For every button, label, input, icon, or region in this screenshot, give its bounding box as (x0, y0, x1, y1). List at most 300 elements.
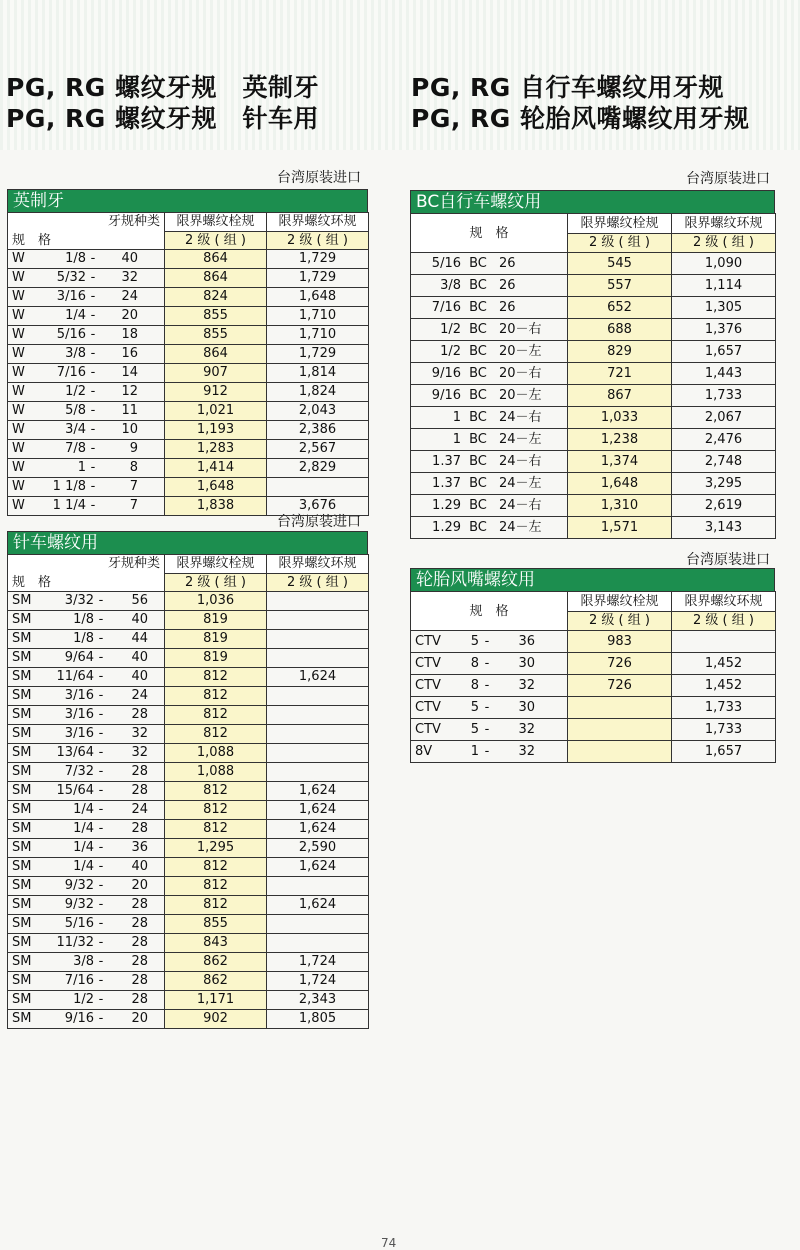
table-row (8, 307, 369, 326)
spec-dash: - (90, 365, 96, 380)
spec-cell (411, 631, 568, 653)
header-ring: 限界螺纹环规 (672, 214, 776, 234)
spec-pitch: 28 (131, 821, 148, 836)
plug-price-cell: 1,033 (568, 407, 672, 429)
spec-prefix: SM (12, 707, 32, 722)
spec-prefix: W (12, 422, 25, 437)
header-grade: 2 级 ( 组 ) (568, 611, 672, 631)
spec-cell (411, 429, 568, 451)
imperial-table (7, 189, 368, 516)
table-row (8, 1010, 369, 1029)
ring-price-cell (267, 934, 369, 953)
spec-prefix: CTV (415, 656, 441, 671)
ring-price-cell: 2,829 (267, 459, 369, 478)
plug-price-cell: 983 (568, 631, 672, 653)
table-row (8, 611, 369, 630)
spec-dash: - (98, 631, 104, 646)
spec-prefix: W (12, 327, 25, 342)
plug-price-cell: 812 (165, 725, 267, 744)
table-row (8, 801, 369, 820)
plug-price-cell: 1,193 (165, 421, 267, 440)
plug-price-cell: 1,238 (568, 429, 672, 451)
table-row (411, 495, 776, 517)
spec-prefix: CTV (415, 700, 441, 715)
plug-price-cell: 726 (568, 675, 672, 697)
spec-series: BC (469, 366, 487, 381)
plug-price-cell: 1,648 (165, 478, 267, 497)
table-row (8, 364, 369, 383)
spec-dash: - (90, 289, 96, 304)
header-grade: 2 级 ( 组 ) (165, 573, 267, 592)
spec-cell (411, 253, 568, 275)
ring-price-cell: 1,376 (672, 319, 776, 341)
ring-price-cell: 2,343 (267, 991, 369, 1010)
spec-cell (411, 517, 568, 539)
plug-price-cell: 855 (165, 326, 267, 345)
ring-price-cell: 1,814 (267, 364, 369, 383)
spec-pitch: 24 (131, 802, 148, 817)
table-row (411, 385, 776, 407)
ring-price-cell (267, 478, 369, 497)
table-row (8, 383, 369, 402)
spec-size: 5/16 (56, 327, 86, 342)
plug-price-cell: 812 (165, 706, 267, 725)
spec-cell (8, 592, 165, 611)
table-row (8, 459, 369, 478)
spec-cell (8, 953, 165, 972)
spec-pitch: 32 (131, 745, 148, 760)
plug-price-cell: 812 (165, 896, 267, 915)
spec-size: 3/16 (64, 688, 94, 703)
spec-cell (8, 858, 165, 877)
ring-price-cell: 1,443 (672, 363, 776, 385)
spec-dash: - (98, 669, 104, 684)
ring-price-cell: 3,676 (267, 497, 369, 516)
ring-price-cell: 1,733 (672, 697, 776, 719)
plug-price-cell (568, 719, 672, 741)
spec-size: 8 (470, 678, 479, 693)
spec-prefix: SM (12, 612, 32, 627)
spec-prefix: SM (12, 859, 32, 874)
spec-size: 5/8 (65, 403, 86, 418)
spec-size: 5 (470, 700, 479, 715)
table-row (8, 592, 369, 611)
spec-pitch: 26 (499, 278, 516, 293)
ring-price-cell: 2,043 (267, 402, 369, 421)
spec-prefix: SM (12, 954, 32, 969)
table-row (8, 991, 369, 1010)
spec-series: BC (469, 344, 487, 359)
ring-price-cell: 1,710 (267, 307, 369, 326)
spec-pitch: 11 (121, 403, 138, 418)
spec-pitch: 7 (129, 498, 138, 513)
table-row (8, 478, 369, 497)
header-spec-cell: 规 格 (411, 592, 568, 631)
spec-dash: - (98, 935, 104, 950)
plug-price-cell: 652 (568, 297, 672, 319)
plug-price-cell (568, 741, 672, 763)
spec-pitch: 40 (131, 650, 148, 665)
page-heading-right-1: PG, RG 自行车螺纹用牙规 (411, 73, 725, 102)
spec-dash: - (98, 802, 104, 817)
ring-price-cell: 1,624 (267, 668, 369, 687)
spec-dash: - (484, 656, 490, 671)
plug-price-cell: 907 (165, 364, 267, 383)
plug-price-cell: 1,088 (165, 744, 267, 763)
spec-pitch: 56 (131, 593, 148, 608)
spec-pitch: 32 (518, 722, 535, 737)
ring-price-cell: 2,386 (267, 421, 369, 440)
spec-size: 9/64 (64, 650, 94, 665)
spec-pitch: 28 (131, 707, 148, 722)
table-row (8, 649, 369, 668)
spec-prefix: W (12, 365, 25, 380)
header-plug: 限界螺纹栓规 (165, 555, 267, 574)
spec-prefix: SM (12, 631, 32, 646)
table-row (8, 440, 369, 459)
spec-pitch: 32 (518, 744, 535, 759)
ring-price-cell: 1,657 (672, 341, 776, 363)
table-row (411, 719, 776, 741)
spec-size: 7/16 (64, 973, 94, 988)
header-grade: 2 级 ( 组 ) (568, 233, 672, 253)
spec-dash: - (90, 422, 96, 437)
table-row (8, 497, 369, 516)
spec-pitch: 16 (121, 346, 138, 361)
spec-dash: - (90, 346, 96, 361)
spec-prefix: W (12, 498, 25, 513)
ring-price-cell: 1,452 (672, 653, 776, 675)
table-row (411, 275, 776, 297)
spec-dash: - (90, 403, 96, 418)
ring-price-cell: 1,624 (267, 782, 369, 801)
spec-size: 5 (470, 722, 479, 737)
plug-price-cell: 902 (165, 1010, 267, 1029)
spec-cell (8, 991, 165, 1010)
spec-series: BC (469, 520, 487, 535)
ring-price-cell: 2,476 (672, 429, 776, 451)
spec-cell (411, 319, 568, 341)
spec-cell (411, 495, 568, 517)
plug-price-cell: 819 (165, 630, 267, 649)
spec-size: 1/2 (73, 992, 94, 1007)
spec-pitch: 30 (518, 700, 535, 715)
ring-price-cell (267, 744, 369, 763)
spec-dash: - (484, 722, 490, 737)
spec-dash: - (98, 954, 104, 969)
spec-cell (411, 297, 568, 319)
spec-prefix: SM (12, 593, 32, 608)
spec-prefix: SM (12, 1011, 32, 1026)
ring-price-cell: 1,305 (672, 297, 776, 319)
ring-price-cell: 3,143 (672, 517, 776, 539)
spec-dash: - (90, 308, 96, 323)
spec-prefix: W (12, 289, 25, 304)
header-spec-label: 规 格 (12, 575, 52, 590)
spec-series: BC (469, 432, 487, 447)
spec-pitch: 40 (131, 612, 148, 627)
table-row (8, 630, 369, 649)
table-row (8, 725, 369, 744)
spec-size: 1 1/8 (52, 479, 86, 494)
ring-price-cell: 1,724 (267, 953, 369, 972)
plug-price-cell: 812 (165, 877, 267, 896)
spec-prefix: W (12, 251, 25, 266)
spec-pitch: 32 (518, 678, 535, 693)
spec-dash: - (90, 270, 96, 285)
spec-dash: - (98, 593, 104, 608)
spec-prefix: SM (12, 783, 32, 798)
data-grid (7, 212, 369, 516)
ring-price-cell: 1,724 (267, 972, 369, 991)
origin-label: 台湾原装进口 (277, 170, 361, 186)
spec-cell (411, 653, 568, 675)
spec-pitch: 20－左 (499, 344, 542, 359)
spec-prefix: CTV (415, 678, 441, 693)
spec-cell (8, 459, 165, 478)
plug-price-cell (568, 697, 672, 719)
table-row (8, 877, 369, 896)
spec-pitch: 8 (129, 460, 138, 475)
plug-price-cell: 1,021 (165, 402, 267, 421)
spec-cell (8, 896, 165, 915)
spec-dash: - (98, 726, 104, 741)
spec-prefix: W (12, 479, 25, 494)
spec-pitch: 24－左 (499, 476, 542, 491)
plug-price-cell: 721 (568, 363, 672, 385)
header-grade: 2 级 ( 组 ) (267, 231, 369, 250)
plug-price-cell: 726 (568, 653, 672, 675)
spec-size: 5/16 (64, 916, 94, 931)
table-row (8, 763, 369, 782)
spec-dash: - (98, 783, 104, 798)
ring-price-cell: 1,733 (672, 719, 776, 741)
spec-size: 1/8 (73, 612, 94, 627)
spec-size: 1/4 (73, 821, 94, 836)
spec-cell (8, 440, 165, 459)
table-row (8, 820, 369, 839)
spec-pitch: 28 (131, 783, 148, 798)
plug-price-cell: 1,571 (568, 517, 672, 539)
spec-prefix: W (12, 460, 25, 475)
plug-price-cell: 912 (165, 383, 267, 402)
spec-pitch: 28 (131, 954, 148, 969)
spec-size: 1 (452, 410, 461, 425)
spec-dash: - (98, 1011, 104, 1026)
plug-price-cell: 1,283 (165, 440, 267, 459)
spec-series: BC (469, 300, 487, 315)
spec-cell (8, 250, 165, 269)
header-plug: 限界螺纹栓规 (568, 214, 672, 234)
header-spec-label: 规 格 (12, 233, 52, 248)
spec-cell (8, 820, 165, 839)
spec-dash: - (98, 840, 104, 855)
spec-dash: - (98, 897, 104, 912)
spec-prefix: 8V (415, 744, 433, 759)
ring-price-cell (267, 687, 369, 706)
spec-size: 3/8 (65, 346, 86, 361)
table-row (411, 429, 776, 451)
bicycle-table (410, 190, 775, 539)
ring-price-cell (267, 706, 369, 725)
table-row (411, 675, 776, 697)
table-title: 针车螺纹用 (7, 531, 368, 554)
data-grid (7, 554, 369, 1029)
spec-size: 5/32 (56, 270, 86, 285)
plug-price-cell: 855 (165, 915, 267, 934)
table-row (411, 473, 776, 495)
spec-prefix: SM (12, 688, 32, 703)
spec-pitch: 26 (499, 300, 516, 315)
plug-price-cell: 1,171 (165, 991, 267, 1010)
spec-size: 5 (470, 634, 479, 649)
table-row (411, 631, 776, 653)
plug-price-cell: 862 (165, 972, 267, 991)
spec-cell (8, 326, 165, 345)
spec-cell (8, 782, 165, 801)
ring-price-cell: 2,590 (267, 839, 369, 858)
spec-pitch: 20 (131, 1011, 148, 1026)
spec-prefix: SM (12, 840, 32, 855)
header-grade: 2 级 ( 组 ) (672, 233, 776, 253)
ring-price-cell: 1,805 (267, 1010, 369, 1029)
plug-price-cell: 812 (165, 820, 267, 839)
header-kind-label: 牙规种类 (107, 556, 160, 571)
spec-size: 9/16 (431, 388, 461, 403)
header-plug: 限界螺纹栓规 (568, 592, 672, 612)
header-kind-label: 牙规种类 (107, 214, 160, 229)
table-row (8, 953, 369, 972)
spec-dash: - (90, 460, 96, 475)
table-row (8, 744, 369, 763)
table-row (411, 451, 776, 473)
spec-pitch: 20 (121, 308, 138, 323)
spec-cell (411, 341, 568, 363)
spec-pitch: 10 (121, 422, 138, 437)
ring-price-cell (672, 631, 776, 653)
spec-dash: - (98, 878, 104, 893)
plug-price-cell: 1,374 (568, 451, 672, 473)
spec-cell (8, 478, 165, 497)
spec-pitch: 24－左 (499, 432, 542, 447)
sewing-table (7, 531, 368, 1029)
spec-size: 1/2 (65, 384, 86, 399)
data-grid (410, 591, 776, 763)
ring-price-cell (267, 763, 369, 782)
spec-size: 1.29 (432, 498, 461, 513)
spec-prefix: W (12, 270, 25, 285)
ring-price-cell: 1,729 (267, 269, 369, 288)
spec-size: 7/32 (64, 764, 94, 779)
spec-prefix: W (12, 403, 25, 418)
spec-size: 1/4 (73, 840, 94, 855)
plug-price-cell: 864 (165, 269, 267, 288)
table-row (8, 915, 369, 934)
spec-size: 5/16 (431, 256, 461, 271)
spec-pitch: 14 (121, 365, 138, 380)
table-title: 英制牙 (7, 189, 368, 212)
plug-price-cell: 688 (568, 319, 672, 341)
spec-size: 9/16 (64, 1011, 94, 1026)
plug-price-cell: 1,295 (165, 839, 267, 858)
table-row (411, 363, 776, 385)
plug-price-cell: 862 (165, 953, 267, 972)
spec-cell (8, 725, 165, 744)
spec-size: 1/4 (73, 802, 94, 817)
spec-pitch: 12 (121, 384, 138, 399)
ring-price-cell: 1,824 (267, 383, 369, 402)
tire-valve-table (410, 568, 775, 763)
table-row (8, 269, 369, 288)
table-row (8, 706, 369, 725)
table-row (8, 896, 369, 915)
spec-dash: - (98, 859, 104, 874)
table-row (411, 319, 776, 341)
plug-price-cell: 819 (165, 611, 267, 630)
spec-cell (411, 473, 568, 495)
ring-price-cell: 3,295 (672, 473, 776, 495)
spec-size: 1 (77, 460, 86, 475)
ring-price-cell (267, 630, 369, 649)
ring-price-cell: 1,729 (267, 345, 369, 364)
plug-price-cell: 1,088 (165, 763, 267, 782)
spec-prefix: SM (12, 973, 32, 988)
spec-size: 11/64 (56, 669, 94, 684)
spec-prefix: SM (12, 726, 32, 741)
spec-prefix: SM (12, 916, 32, 931)
spec-size: 1/8 (65, 251, 86, 266)
plug-price-cell: 812 (165, 782, 267, 801)
table-row (8, 668, 369, 687)
spec-size: 3/16 (64, 726, 94, 741)
spec-cell (8, 687, 165, 706)
plug-price-cell: 819 (165, 649, 267, 668)
ring-price-cell: 1,090 (672, 253, 776, 275)
spec-cell (411, 451, 568, 473)
spec-pitch: 24－右 (499, 498, 542, 513)
spec-size: 7/8 (65, 441, 86, 456)
header-diagonal-cell (8, 555, 165, 592)
spec-pitch: 24－右 (499, 410, 542, 425)
page-heading-right-2: PG, RG 轮胎风嘴螺纹用牙规 (411, 104, 750, 133)
spec-size: 1/2 (440, 344, 461, 359)
plug-price-cell: 1,310 (568, 495, 672, 517)
ring-price-cell: 1,624 (267, 820, 369, 839)
spec-size: 1 (470, 744, 479, 759)
spec-pitch: 24－左 (499, 520, 542, 535)
origin-label: 台湾原装进口 (686, 552, 770, 568)
spec-dash: - (484, 634, 490, 649)
spec-prefix: W (12, 441, 25, 456)
table-row (8, 782, 369, 801)
spec-size: 1/4 (73, 859, 94, 874)
spec-prefix: W (12, 384, 25, 399)
spec-size: 13/64 (56, 745, 94, 760)
spec-cell (8, 307, 165, 326)
ring-price-cell (267, 915, 369, 934)
table-row (8, 839, 369, 858)
ring-price-cell (267, 877, 369, 896)
spec-dash: - (98, 821, 104, 836)
spec-pitch: 44 (131, 631, 148, 646)
header-ring: 限界螺纹环规 (672, 592, 776, 612)
spec-size: 3/4 (65, 422, 86, 437)
spec-dash: - (484, 700, 490, 715)
ring-price-cell: 2,619 (672, 495, 776, 517)
spec-cell (411, 275, 568, 297)
spec-prefix: SM (12, 802, 32, 817)
spec-dash: - (90, 327, 96, 342)
